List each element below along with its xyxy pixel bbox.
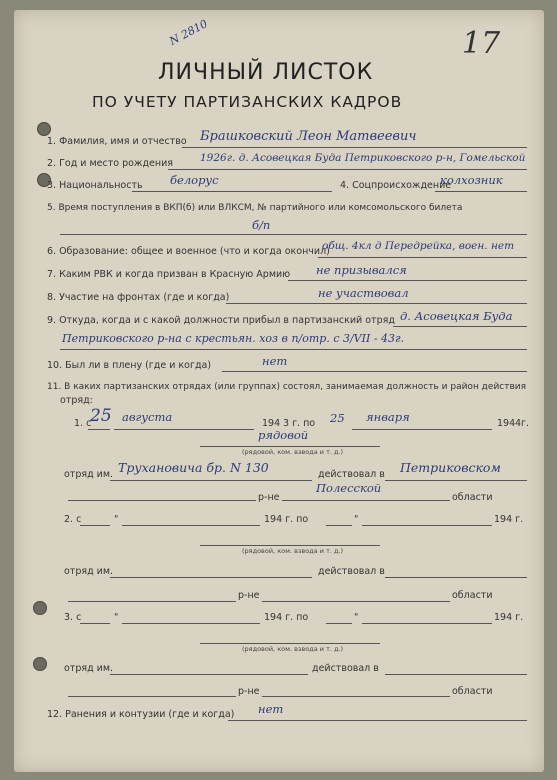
field-label: 4. Соцпроисхождение: [340, 180, 452, 191]
punch-hole: [37, 122, 51, 136]
year-text: 3 г. по: [283, 418, 316, 429]
rne-label: р-не: [238, 590, 260, 601]
stamp-number: N 2810: [167, 17, 210, 48]
otryad-label: отряд им.: [64, 663, 114, 674]
quote-mark: ": [354, 612, 359, 623]
quote-mark: ": [114, 612, 119, 623]
rne-label: р-не: [258, 492, 280, 503]
period1-position[interactable]: рядовой: [258, 428, 309, 442]
page-title: ЛИЧНЫЙ ЛИСТОК: [158, 60, 374, 85]
field-label: 12. Ранения и контузии (где и когда): [47, 709, 235, 720]
period1-day[interactable]: 25: [90, 406, 112, 426]
corner-note: 17: [462, 26, 501, 61]
year-text: 194 г. по: [264, 612, 309, 623]
year-prefix: 194: [262, 418, 281, 429]
field-value-origin-2[interactable]: Петриковского р-на с крестьян. хоз в п/отр. с 3/VII - 43г.: [62, 332, 405, 345]
field-value-birth[interactable]: 1926г. д. Асовецкая Буда Петриковского р-н, Гомельской: [200, 152, 526, 164]
position-caption: (рядовой, ком. взвода и т. д.): [242, 547, 344, 555]
field-value-name[interactable]: Брашковский Леон Матвеевич: [200, 129, 417, 144]
period-number: 1. с: [74, 418, 92, 429]
field-label: 1. Фамилия, имя и отчество: [47, 136, 187, 147]
year-text: 194 г.: [494, 514, 524, 525]
field-label: отряд:: [60, 395, 93, 406]
field-value-conscription[interactable]: не призывался: [316, 263, 407, 277]
acted-label: действовал в: [318, 566, 385, 577]
field-label: 9. Откуда, когда и с какой должности прибыл в партизанский отряд: [47, 315, 395, 326]
field-value-party[interactable]: б/п: [252, 218, 271, 232]
field-label: 8. Участие на фронтах (где и когда): [47, 292, 230, 303]
otryad-label: отряд им.: [64, 469, 114, 480]
field-label: 6. Образование: общее и военное (что и когда окончил): [47, 246, 330, 257]
field-value-nationality[interactable]: белорус: [170, 173, 219, 187]
field-label: 3. Национальность: [47, 180, 143, 191]
position-caption: (рядовой, ком. взвода и т. д.): [242, 448, 344, 456]
field-value-fronts[interactable]: не участвовал: [318, 286, 409, 300]
field-label: 11. В каких партизанских отрядах (или группах) состоял, занимаемая должность и район действия: [47, 382, 527, 392]
year-prefix: 194: [497, 418, 516, 429]
rne-label: р-не: [238, 686, 260, 697]
year-text: 4г.: [515, 418, 530, 429]
otryad-label: отряд им.: [64, 566, 114, 577]
period-number: 2. с: [64, 514, 82, 525]
oblast-label: области: [452, 686, 493, 697]
field-label: 7. Каким РВК и когда призван в Красную Армию: [47, 269, 291, 280]
punch-hole: [33, 601, 47, 615]
oblast-label: области: [452, 492, 493, 503]
period1-month[interactable]: августа: [122, 410, 173, 424]
period-number: 3. с: [64, 612, 82, 623]
field-value-wounds[interactable]: нет: [258, 702, 284, 716]
page-subtitle: ПО УЧЕТУ ПАРТИЗАНСКИХ КАДРОВ: [92, 93, 403, 111]
field-label: 5. Время поступления в ВКП(б) или ВЛКСМ, № партийного или комсомольского билета: [47, 203, 463, 213]
year-text: 194 г. по: [264, 514, 309, 525]
punch-hole: [33, 657, 47, 671]
period1-region[interactable]: Полесской: [316, 481, 382, 495]
period1-to-month[interactable]: января: [366, 410, 410, 424]
field-value-social[interactable]: колхозник: [440, 173, 503, 187]
field-value-origin-1[interactable]: д. Асовецкая Буда: [400, 309, 513, 323]
period1-to-day[interactable]: 25: [330, 411, 345, 425]
quote-mark: ": [114, 514, 119, 525]
acted-label: действовал в: [312, 663, 379, 674]
field-label: 2. Год и место рождения: [47, 158, 173, 169]
acted-label: действовал в: [318, 469, 385, 480]
field-label: 10. Был ли в плену (где и когда): [47, 360, 212, 371]
field-value-captivity[interactable]: нет: [262, 354, 288, 368]
period1-otryad[interactable]: Трухановича бр. N 130: [118, 460, 269, 475]
quote-mark: ": [354, 514, 359, 525]
period1-district[interactable]: Петриковском: [400, 460, 501, 475]
position-caption: (рядовой, ком. взвода и т. д.): [242, 645, 344, 653]
year-text: 194 г.: [494, 612, 524, 623]
oblast-label: области: [452, 590, 493, 601]
field-value-education[interactable]: общ. 4кл д Передрейка, воен. нет: [322, 240, 515, 252]
